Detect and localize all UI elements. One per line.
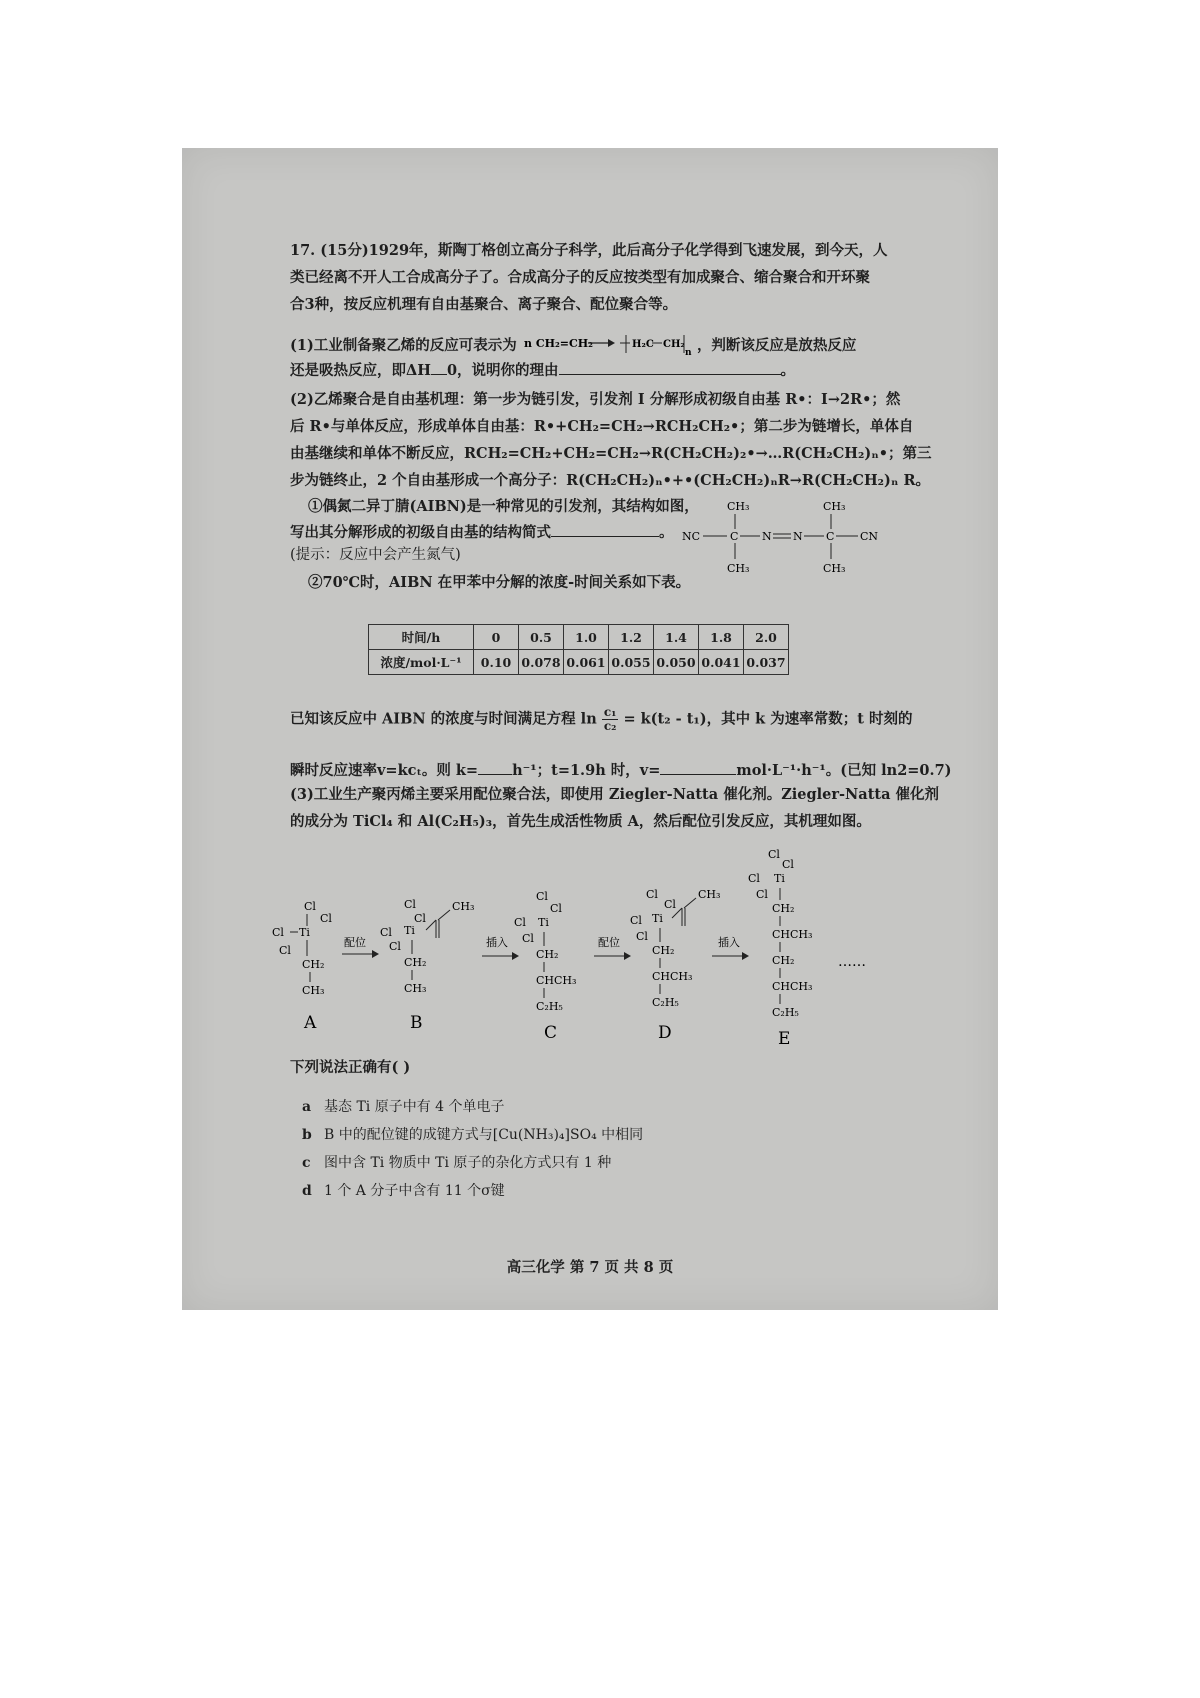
- d-cl-left: Cl: [630, 914, 642, 927]
- concentration-table: [368, 624, 789, 675]
- step-coordinate-1: 配位: [344, 936, 366, 949]
- table-row-concentration: [369, 650, 789, 675]
- b-ti: Ti: [404, 924, 415, 937]
- eq-n: n: [684, 348, 692, 358]
- e-ch2-2: CH₂: [772, 954, 795, 967]
- e-chch3-2: CHCH₃: [772, 980, 813, 993]
- exam-page: [182, 148, 998, 1310]
- part1-line1: (1)工业制备聚乙烯的反应可表示为 n CH₂=CH₂ H₂C CH₂ n ，判断该反应是放热反应: [290, 333, 856, 359]
- part2-line: (2)乙烯聚合是自由基机理：第一步为链引发，引发剂 I 分解形成初级自由基 R•：I→2R•；然: [290, 391, 901, 408]
- aibn-ch3-bottom-left: CH₃: [727, 562, 750, 575]
- table-head-time: 时间/h: [369, 625, 474, 650]
- label-c: C: [544, 1023, 558, 1043]
- eq-monomer: n CH₂=CH₂: [523, 337, 593, 350]
- part1-line2: 还是吸热反应，即ΔH 0，说明你的理由 。: [290, 362, 796, 379]
- d-cl-top: Cl: [646, 888, 658, 901]
- table-cell-conc: 0.061: [564, 650, 609, 675]
- table-cell-time: 2.0: [744, 625, 789, 650]
- step-coordinate-2: 配位: [598, 936, 620, 949]
- sub1-line1: ①偶氮二异丁腈(AIBN)是一种常见的引发剂，其结构如图，: [308, 498, 699, 515]
- table-row-time: [369, 625, 789, 650]
- d-cl-right: Cl: [664, 898, 676, 911]
- c-c2h5: C₂H₅: [536, 1000, 563, 1013]
- question-intro-line: 17. (15分)1929年，斯陶丁格创立高分子科学，此后高分子化学得到飞速发展，到今天，人: [290, 242, 888, 259]
- e-ch2-1: CH₂: [772, 902, 795, 915]
- c-cl-bottom: Cl: [522, 932, 534, 945]
- blank-radical: [551, 522, 659, 537]
- e-cl-bottom: Cl: [756, 888, 768, 901]
- table-cell-time: 1.0: [564, 625, 609, 650]
- a-cl-top: Cl: [304, 900, 316, 913]
- aibn-ch3-bottom-right: CH₃: [823, 562, 846, 575]
- option-c[interactable]: c 图中含 Ti 物质中 Ti 原子的杂化方式只有 1 种: [302, 1155, 612, 1171]
- b-cl-left: Cl: [380, 926, 392, 939]
- page-footer: 高三化学 第 7 页 共 8 页: [506, 1259, 674, 1276]
- d-ch3-propene: CH₃: [698, 888, 721, 901]
- a-cl-left: Cl: [272, 926, 284, 939]
- aibn-structure: [682, 493, 892, 583]
- blank-dh: [431, 360, 447, 375]
- option-b[interactable]: b B 中的配位键的成键方式与[Cu(NH₃)₄]SO₄ 中相同: [302, 1127, 644, 1143]
- aibn-c-right: C: [826, 530, 835, 543]
- table-cell-time: 1.4: [654, 625, 699, 650]
- table-cell-conc: 0.055: [609, 650, 654, 675]
- c-cl-left: Cl: [514, 916, 526, 929]
- table-cell-time: 1.2: [609, 625, 654, 650]
- a-cl-right: Cl: [320, 912, 332, 925]
- polyethylene-equation: [522, 333, 692, 359]
- question-intro-line: 类已经离不开人工合成高分子了。合成高分子的反应按类型有加成聚合、缩合聚合和开环聚: [290, 269, 870, 286]
- c-ch2: CH₂: [536, 948, 559, 961]
- d-cl-bottom: Cl: [636, 930, 648, 943]
- e-c2h5: C₂H₅: [772, 1006, 799, 1019]
- table-cell-conc: 0.041: [699, 650, 744, 675]
- aibn-ch3-top-left: CH₃: [727, 500, 750, 513]
- aibn-nc: NC: [682, 530, 701, 543]
- step-insert-1: 插入: [486, 936, 508, 949]
- table-cell-time: 0: [474, 625, 519, 650]
- question-intro-line: 合3种，按反应机理有自由基聚合、离子聚合、配位聚合等。: [290, 296, 678, 313]
- option-a[interactable]: a 基态 Ti 原子中有 4 个单电子: [302, 1099, 505, 1115]
- label-e: E: [778, 1029, 791, 1048]
- sub2-line: ②70℃时，AIBN 在甲苯中分解的浓度-时间关系如下表。: [308, 574, 691, 591]
- d-c2h5: C₂H₅: [652, 996, 679, 1009]
- d-ti: Ti: [652, 912, 663, 925]
- b-ch2: CH₂: [404, 956, 427, 969]
- b-ch3-propene: CH₃: [452, 900, 475, 913]
- label-b: B: [410, 1013, 423, 1033]
- rate-answer-line: 瞬时反应速率v=kcₜ。则 k= h⁻¹；t=1.9h 时，v= mol·L⁻¹·h⁻¹。(已知 ln2=0.7): [290, 762, 952, 779]
- aibn-c-left: C: [730, 530, 739, 543]
- part2-line: 后 R•与单体反应，形成单体自由基：R•+CH₂=CH₂→RCH₂CH₂•；第二步为链增长，单体自: [290, 418, 914, 435]
- aibn-n-right: N: [793, 530, 803, 543]
- aibn-ch3-top-right: CH₃: [823, 500, 846, 513]
- a-cl-bottom: Cl: [279, 944, 291, 957]
- part2-line: 由基继续和单体不断反应，RCH₂=CH₂+CH₂=CH₂→R(CH₂CH₂)₂•→…R(CH₂CH₂)ₙ•；第三: [290, 445, 932, 462]
- eq-poly-right: CH₂: [662, 339, 685, 350]
- part2-line: 步为链终止，2 个自由基形成一个高分子：R(CH₂CH₂)ₙ•+•(CH₂CH₂)ₙR→R(CH₂CH₂)ₙ R。: [290, 472, 931, 489]
- part3-line: 的成分为 TiCl₄ 和 Al(C₂H₅)₃，首先生成活性物质 A，然后配位引发反应，其机理如图。: [290, 813, 871, 830]
- option-d[interactable]: d 1 个 A 分子中含有 11 个σ键: [302, 1183, 505, 1199]
- c-cl-top: Cl: [536, 890, 548, 903]
- b-ch3: CH₃: [404, 982, 427, 995]
- eq-poly-left: H₂C: [631, 339, 654, 350]
- c-chch3: CHCH₃: [536, 974, 577, 987]
- table-cell-time: 1.8: [699, 625, 744, 650]
- blank-v: [660, 760, 736, 775]
- a-ti: Ti: [299, 926, 310, 939]
- b-cl-top: Cl: [404, 898, 416, 911]
- label-d: D: [658, 1023, 672, 1043]
- c-cl-right: Cl: [550, 902, 562, 915]
- e-ti: Ti: [774, 872, 785, 885]
- table-cell-conc: 0.037: [744, 650, 789, 675]
- aibn-n-left: N: [762, 530, 772, 543]
- label-a: A: [304, 1013, 317, 1033]
- step-insert-2: 插入: [718, 936, 740, 949]
- ziegler-natta-mechanism: [264, 848, 964, 1048]
- table-cell-conc: 0.10: [474, 650, 519, 675]
- choice-question: 下列说法正确有( ): [290, 1059, 411, 1076]
- blank-k: [478, 760, 512, 775]
- sub1-line2: 写出其分解形成的初级自由基的结构简式 。: [290, 524, 674, 541]
- e-chch3-1: CHCH₃: [772, 928, 813, 941]
- c-ti: Ti: [538, 916, 549, 929]
- b-cl-right: Cl: [414, 912, 426, 925]
- d-chch3: CHCH₃: [652, 970, 693, 983]
- rate-fraction: $\frac{\text{c₁}}{\text{c₂}}$: [603, 705, 617, 733]
- b-cl-bottom: Cl: [389, 940, 401, 953]
- table-head-concentration: 浓度/mol·L⁻¹: [369, 650, 474, 675]
- rate-equation-line: 已知该反应中 AIBN 的浓度与时间满足方程 ln $\frac{\text{c₁}}{\text{c₂}}$ = k(t₂ - t₁)，其中 k 为速率常数；t 时刻的: [290, 705, 913, 733]
- e-cl-left: Cl: [748, 872, 760, 885]
- a-ch3: CH₃: [302, 984, 325, 997]
- table-cell-conc: 0.050: [654, 650, 699, 675]
- blank-reason: [559, 360, 781, 375]
- part3-line: (3)工业生产聚丙烯主要采用配位聚合法，即使用 Ziegler-Natta 催化剂。Ziegler-Natta 催化剂: [290, 786, 940, 803]
- d-ch2: CH₂: [652, 944, 675, 957]
- e-cl-top: Cl: [768, 848, 780, 861]
- aibn-cn: CN: [860, 530, 879, 543]
- e-cl-right: Cl: [782, 858, 794, 871]
- a-ch2: CH₂: [302, 958, 325, 971]
- table-cell-conc: 0.078: [519, 650, 564, 675]
- chain-continuation-dots: ……: [838, 954, 866, 970]
- table-cell-time: 0.5: [519, 625, 564, 650]
- sub1-hint: (提示：反应中会产生氮气): [290, 547, 461, 563]
